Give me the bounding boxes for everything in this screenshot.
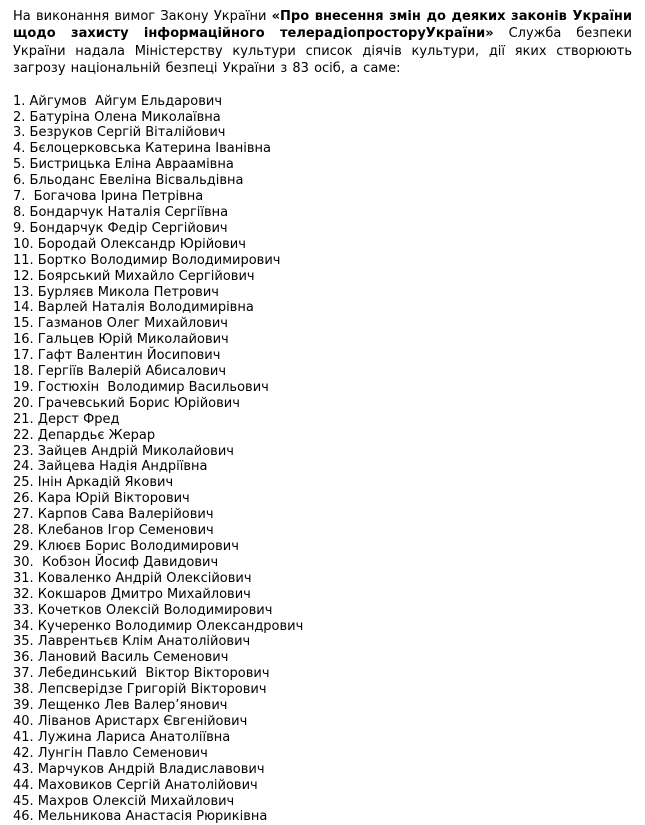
list-item: 1. Айгумов Айгум Ельдарович <box>13 93 223 109</box>
list-item: 17. Гафт Валентин Йосипович <box>13 348 221 364</box>
list-item: 33. Кочетков Олексій Володимирович <box>13 602 273 618</box>
list-item: 45. Махров Олексій Михайлович <box>13 793 235 809</box>
list-item: 39. Лещенко Лев Валер’янович <box>13 698 228 714</box>
intro-paragraph <box>13 8 632 78</box>
list-item: 20. Грачевський Борис Юрійович <box>13 395 240 411</box>
list-item: 19. Гостюхін Володимир Васильович <box>13 379 269 395</box>
law-title-bold: «Про внесення змін до деяких законів України щодо захисту інформаційного телерадіопросторуУкраїни» <box>13 9 632 42</box>
list-item: 31. Коваленко Андрій Олексійович <box>13 570 252 586</box>
list-item: 13. Бурляєв Микола Петрович <box>13 284 219 300</box>
list-item: 36. Лановий Василь Семенович <box>13 650 229 666</box>
list-item: 32. Кокшаров Дмитро Михайлович <box>13 586 251 602</box>
list-item: 28. Клебанов Ігор Семенович <box>13 523 214 539</box>
list-item: 15. Газманов Олег Михайлович <box>13 316 228 332</box>
list-item: 2. Батуріна Олена Миколаївна <box>13 109 221 125</box>
list-item: 34. Кучеренко Володимир Олександрович <box>13 618 304 634</box>
persons-list <box>13 94 632 825</box>
list-item: 29. Клюєв Борис Володимирович <box>13 539 239 554</box>
intro-text-after: Служба безпеки України надала Міністерству культури список діячів культури, дії яких створюють загрозу національній безпеці України з 83 осіб, а саме: <box>13 26 633 77</box>
list-item: 9. Бондарчук Федір Сергійович <box>13 220 228 236</box>
list-item: 4. Бєлоцерковська Катерина Іванівна <box>13 141 271 157</box>
list-item: 23. Зайцев Андрій Миколайович <box>13 443 234 459</box>
list-item: 42. Лунгін Павло Семенович <box>13 745 208 761</box>
list-item: 30. Кобзон Йосиф Давидович <box>13 554 219 570</box>
list-item: 35. Лаврентьєв Клім Анатолійович <box>13 634 251 650</box>
list-item: 21. Дерст Фред <box>13 411 120 427</box>
list-item: 11. Бортко Володимир Володимирович <box>13 252 281 268</box>
list-item: 12. Боярський Михайло Сергійович <box>13 268 255 284</box>
list-item: 5. Бистрицька Еліна Авраамівна <box>13 157 234 173</box>
list-item: 16. Гальцев Юрій Миколайович <box>13 332 229 348</box>
list-item: 43. Марчуков Андрій Владиславович <box>13 761 265 777</box>
list-item: 25. Інін Аркадій Якович <box>13 475 174 491</box>
list-item: 46. Мельникова Анастасія Рюриківна <box>13 809 268 825</box>
list-item: 24. Зайцева Надія Андріївна <box>13 459 208 475</box>
list-item: 26. Кара Юрій Вікторович <box>13 491 190 507</box>
list-item: 27. Карпов Сава Валерійович <box>13 507 214 523</box>
list-item: 6. Бльоданс Евеліна Вісвальдівна <box>13 173 244 189</box>
list-item: 8. Бондарчук Наталія Сергіївна <box>13 204 229 220</box>
list-item: 14. Варлей Наталія Володимирівна <box>13 300 254 316</box>
list-item: 44. Маховиков Сергій Анатолійович <box>13 777 258 793</box>
list-item: 10. Бородай Олександр Юрійович <box>13 236 246 252</box>
list-item: 22. Депардьє Жерар <box>13 427 156 443</box>
list-item: 18. Гергіїв Валерій Абисалович <box>13 364 226 380</box>
list-item: 41. Лужина Лариса Анатоліївна <box>13 729 231 745</box>
list-item: 37. Лебединський Віктор Вікторович <box>13 666 270 682</box>
list-item: 38. Лепсверідзе Григорій Вікторович <box>13 682 267 698</box>
list-item: 3. Безруков Сергій Віталійович <box>13 125 226 141</box>
list-item: 7. Богачова Ірина Петрівна <box>13 189 204 205</box>
list-item: 40. Ліванов Аристарх Євгенійович <box>13 713 248 729</box>
intro-text-before: На виконання вимог Закону України <box>13 9 272 24</box>
